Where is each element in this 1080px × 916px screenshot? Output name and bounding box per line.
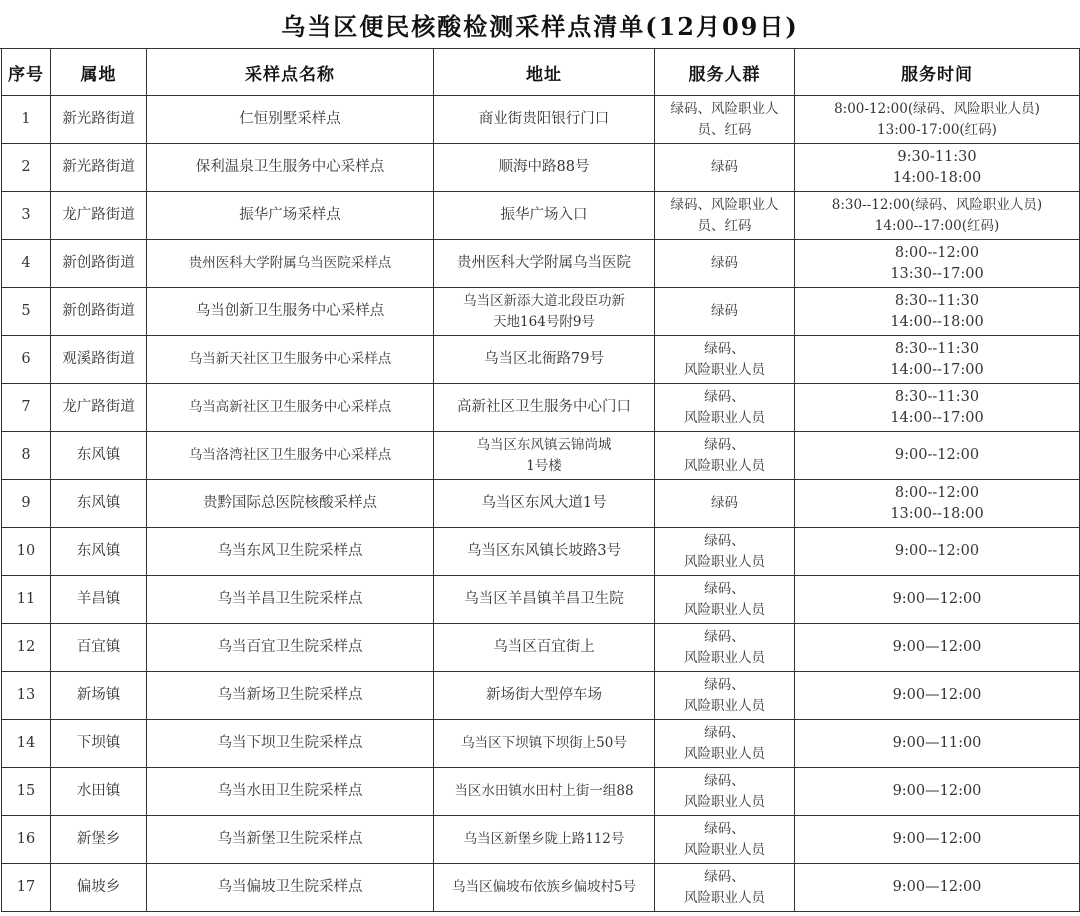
cell-service-time-line: 9:00—12:00: [892, 591, 982, 607]
table-row: [2, 768, 1080, 816]
cell-area: 百宜镇: [51, 624, 147, 672]
cell-area: 羊昌镇: [51, 576, 147, 624]
cell-service-time: [795, 96, 1080, 144]
cell-service-group-line: 风险职业人员: [684, 697, 765, 714]
cell-service-time-line: 8:30--11:30: [894, 292, 980, 309]
cell-address-line: 乌当区偏坡布依族乡偏坡村5号: [451, 879, 637, 895]
cell-area: 水田镇: [51, 768, 147, 816]
cell-service-time: [795, 864, 1080, 912]
cell-service-group-line: 员、红码: [697, 217, 752, 234]
cell-site-name: 乌当新天社区卫生服务中心采样点: [147, 336, 434, 384]
cell-no: 10: [2, 528, 51, 576]
header-address: 地址: [434, 49, 655, 96]
cell-service-time-line: 8:00-12:00(绿码、风险职业人员): [834, 100, 1040, 117]
cell-no: 5: [2, 288, 51, 336]
cell-service-group-line: 风险职业人员: [684, 601, 765, 618]
cell-service-group-line: 绿码: [711, 159, 738, 175]
sampling-sites-table: [1, 48, 1080, 912]
table-row: [2, 336, 1080, 384]
cell-address: [434, 528, 655, 576]
cell-service-time-line: 9:30-11:30: [897, 148, 977, 165]
cell-service-group-line: 绿码、: [704, 340, 745, 357]
cell-address-line: 乌当区东风大道1号: [481, 495, 607, 511]
cell-site-name: 乌当百宜卫生院采样点: [147, 624, 434, 672]
cell-service-group-line: 绿码: [711, 255, 738, 271]
cell-service-group-line: 绿码、: [704, 628, 745, 645]
cell-service-group-line: 绿码: [711, 303, 738, 319]
cell-address-line: 顺海中路88号: [498, 159, 590, 175]
cell-service-group-line: 风险职业人员: [684, 889, 765, 906]
cell-no: 14: [2, 720, 51, 768]
cell-service-group-line: 绿码: [711, 495, 738, 511]
cell-address-line: 商业街贵阳银行门口: [478, 111, 610, 127]
cell-no: 12: [2, 624, 51, 672]
cell-service-time: [795, 768, 1080, 816]
table-row: [2, 96, 1080, 144]
cell-service-group: [655, 96, 795, 144]
cell-no: 16: [2, 816, 51, 864]
cell-service-group-line: 绿码、: [704, 388, 745, 405]
cell-address: [434, 672, 655, 720]
cell-no: 1: [2, 96, 51, 144]
cell-service-time-line: 14:00--18:00: [890, 313, 984, 330]
cell-address-line: 乌当区新堡乡陇上路112号: [463, 831, 625, 847]
cell-no: 11: [2, 576, 51, 624]
cell-area: 下坝镇: [51, 720, 147, 768]
cell-service-group-line: 风险职业人员: [684, 553, 765, 570]
table-body: [2, 96, 1080, 912]
cell-service-time-line: 8:30--11:30: [894, 388, 980, 405]
cell-address-line: 乌当区北衙路79号: [484, 351, 604, 367]
cell-service-time-line: 9:00--12:00: [894, 543, 980, 559]
cell-no: 4: [2, 240, 51, 288]
cell-service-group: [655, 816, 795, 864]
cell-service-group-line: 风险职业人员: [684, 745, 765, 762]
cell-site-name: 乌当新场卫生院采样点: [147, 672, 434, 720]
header-area: 属地: [51, 49, 147, 96]
cell-service-time-line: 14:00--17:00: [890, 409, 984, 426]
cell-no: 17: [2, 864, 51, 912]
cell-service-time: [795, 432, 1080, 480]
cell-service-time: [795, 528, 1080, 576]
cell-area: 东风镇: [51, 432, 147, 480]
cell-site-name: 乌当水田卫生院采样点: [147, 768, 434, 816]
cell-service-time-line: 8:00--12:00: [894, 484, 980, 501]
cell-area: 偏坡乡: [51, 864, 147, 912]
table-row: [2, 720, 1080, 768]
cell-address: [434, 432, 655, 480]
cell-service-group-line: 绿码、: [704, 820, 745, 837]
cell-address: [434, 480, 655, 528]
table-row: [2, 432, 1080, 480]
cell-site-name: 乌当创新卫生服务中心采样点: [147, 288, 434, 336]
cell-address: [434, 96, 655, 144]
cell-site-name: 乌当东风卫生院采样点: [147, 528, 434, 576]
table-row: [2, 192, 1080, 240]
cell-service-time-line: 9:00—12:00: [892, 831, 982, 847]
cell-service-time-line: 8:30--12:00(绿码、风险职业人员): [831, 196, 1043, 213]
table-header-row: [2, 49, 1080, 96]
cell-service-group-line: 绿码、风险职业人: [670, 196, 779, 213]
cell-service-group: [655, 336, 795, 384]
cell-site-name: 乌当高新社区卫生服务中心采样点: [147, 384, 434, 432]
cell-no: 8: [2, 432, 51, 480]
cell-service-time-line: 14:00--17:00: [890, 361, 984, 378]
cell-service-time: [795, 144, 1080, 192]
cell-service-group: [655, 480, 795, 528]
table-row: [2, 384, 1080, 432]
cell-service-time: [795, 480, 1080, 528]
cell-service-group: [655, 528, 795, 576]
cell-address: [434, 288, 655, 336]
cell-address: [434, 144, 655, 192]
cell-address: [434, 864, 655, 912]
cell-service-group-line: 风险职业人员: [684, 361, 765, 378]
cell-service-group-line: 绿码、: [704, 580, 745, 597]
table-row: [2, 624, 1080, 672]
cell-service-time-line: 8:30--11:30: [894, 340, 980, 357]
cell-service-time: [795, 192, 1080, 240]
cell-service-group-line: 绿码、: [704, 436, 745, 453]
table-row: [2, 240, 1080, 288]
cell-area: 东风镇: [51, 528, 147, 576]
cell-site-name: 乌当羊昌卫生院采样点: [147, 576, 434, 624]
cell-address: [434, 768, 655, 816]
cell-no: 7: [2, 384, 51, 432]
header-no: 序号: [2, 49, 51, 96]
cell-service-time-line: 9:00—12:00: [892, 783, 982, 799]
cell-service-group-line: 风险职业人员: [684, 457, 765, 474]
cell-service-time: [795, 672, 1080, 720]
cell-service-time: [795, 624, 1080, 672]
cell-address: [434, 720, 655, 768]
cell-address-line: 乌当区百宜街上: [493, 639, 595, 655]
cell-area: 新光路街道: [51, 96, 147, 144]
cell-service-time-line: 13:00--18:00: [890, 505, 984, 522]
cell-service-time-line: 8:00--12:00: [894, 244, 980, 261]
cell-address-line: 振华广场入口: [500, 207, 588, 223]
cell-site-name: 仁恒别墅采样点: [147, 96, 434, 144]
cell-no: 13: [2, 672, 51, 720]
cell-no: 15: [2, 768, 51, 816]
cell-service-time: [795, 720, 1080, 768]
cell-area: 东风镇: [51, 480, 147, 528]
cell-service-time-line: 13:30--17:00: [890, 265, 984, 282]
cell-service-group-line: 员、红码: [697, 121, 752, 138]
cell-address: [434, 384, 655, 432]
cell-site-name: 振华广场采样点: [147, 192, 434, 240]
cell-service-time-line: 14:00--17:00(红码): [874, 217, 1000, 234]
cell-service-group: [655, 576, 795, 624]
cell-area: 龙广路街道: [51, 192, 147, 240]
cell-site-name: 乌当新堡卫生院采样点: [147, 816, 434, 864]
cell-service-group-line: 绿码、: [704, 676, 745, 693]
cell-service-group: [655, 432, 795, 480]
cell-service-group-line: 风险职业人员: [684, 841, 765, 858]
cell-service-group-line: 绿码、风险职业人: [670, 100, 779, 117]
cell-service-time-line: 14:00-18:00: [892, 169, 982, 186]
cell-area: 龙广路街道: [51, 384, 147, 432]
cell-address: [434, 336, 655, 384]
cell-service-time: [795, 288, 1080, 336]
cell-area: 新创路街道: [51, 240, 147, 288]
cell-site-name: 乌当下坝卫生院采样点: [147, 720, 434, 768]
header-site-name: 采样点名称: [147, 49, 434, 96]
cell-area: 新光路街道: [51, 144, 147, 192]
cell-area: 新创路街道: [51, 288, 147, 336]
table-row: [2, 672, 1080, 720]
cell-service-group: [655, 144, 795, 192]
cell-address-line: 天地164号附9号: [493, 313, 595, 330]
cell-service-time-line: 9:00—12:00: [892, 879, 982, 895]
cell-address-line: 贵州医科大学附属乌当医院: [457, 255, 631, 271]
cell-service-group: [655, 240, 795, 288]
table-row: [2, 528, 1080, 576]
cell-address: [434, 816, 655, 864]
cell-address-line: 乌当区羊昌镇羊昌卫生院: [464, 591, 624, 607]
cell-service-time: [795, 384, 1080, 432]
table-row: [2, 480, 1080, 528]
cell-address-line: 乌当区东风镇云锦尚城: [476, 436, 612, 453]
cell-service-group-line: 风险职业人员: [684, 409, 765, 426]
cell-service-time-line: 9:00--12:00: [894, 447, 980, 463]
cell-address: [434, 240, 655, 288]
cell-no: 3: [2, 192, 51, 240]
cell-service-group: [655, 624, 795, 672]
header-service-group: 服务人群: [655, 49, 795, 96]
cell-no: 2: [2, 144, 51, 192]
cell-service-time: [795, 816, 1080, 864]
cell-service-time: [795, 336, 1080, 384]
table-row: [2, 144, 1080, 192]
cell-address: [434, 624, 655, 672]
cell-site-name: 贵州医科大学附属乌当医院采样点: [147, 240, 434, 288]
cell-address-line: 当区水田镇水田村上街一组88: [454, 783, 634, 799]
table-row: [2, 864, 1080, 912]
cell-site-name: 乌当洛湾社区卫生服务中心采样点: [147, 432, 434, 480]
cell-service-group: [655, 384, 795, 432]
cell-service-group-line: 风险职业人员: [684, 793, 765, 810]
cell-service-group: [655, 864, 795, 912]
cell-address: [434, 576, 655, 624]
table-row: [2, 576, 1080, 624]
cell-service-group: [655, 672, 795, 720]
cell-address-line: 高新社区卫生服务中心门口: [457, 399, 631, 415]
cell-service-group-line: 绿码、: [704, 868, 745, 885]
cell-site-name: 贵黔国际总医院核酸采样点: [147, 480, 434, 528]
cell-site-name: 乌当偏坡卫生院采样点: [147, 864, 434, 912]
cell-address-line: 1号楼: [526, 457, 562, 474]
cell-area: 新场镇: [51, 672, 147, 720]
cell-address: [434, 192, 655, 240]
cell-site-name: 保利温泉卫生服务中心采样点: [147, 144, 434, 192]
table-row: [2, 288, 1080, 336]
cell-address-line: 乌当区下坝镇下坝街上50号: [461, 735, 627, 751]
document-title: 乌当区便民核酸检测采样点清单(12月09日): [0, 0, 1080, 49]
cell-service-group: [655, 720, 795, 768]
cell-address-line: 新场街大型停车场: [486, 687, 602, 703]
cell-service-group-line: 绿码、: [704, 532, 745, 549]
table-row: [2, 816, 1080, 864]
cell-service-group: [655, 192, 795, 240]
cell-address-line: 乌当区新添大道北段臣功新: [463, 292, 625, 309]
cell-service-time: [795, 576, 1080, 624]
cell-service-time: [795, 240, 1080, 288]
cell-service-group-line: 风险职业人员: [684, 649, 765, 666]
cell-area: 观溪路街道: [51, 336, 147, 384]
cell-area: 新堡乡: [51, 816, 147, 864]
cell-service-time-line: 9:00—12:00: [892, 639, 982, 655]
cell-no: 9: [2, 480, 51, 528]
cell-service-group: [655, 288, 795, 336]
cell-service-time-line: 13:00-17:00(红码): [877, 121, 997, 138]
cell-service-group: [655, 768, 795, 816]
header-service-time: 服务时间: [795, 49, 1080, 96]
cell-no: 6: [2, 336, 51, 384]
cell-service-time-line: 9:00—11:00: [892, 735, 982, 751]
cell-service-group-line: 绿码、: [704, 772, 745, 789]
cell-service-time-line: 9:00—12:00: [892, 687, 982, 703]
cell-service-group-line: 绿码、: [704, 724, 745, 741]
cell-address-line: 乌当区东风镇长坡路3号: [466, 543, 622, 559]
